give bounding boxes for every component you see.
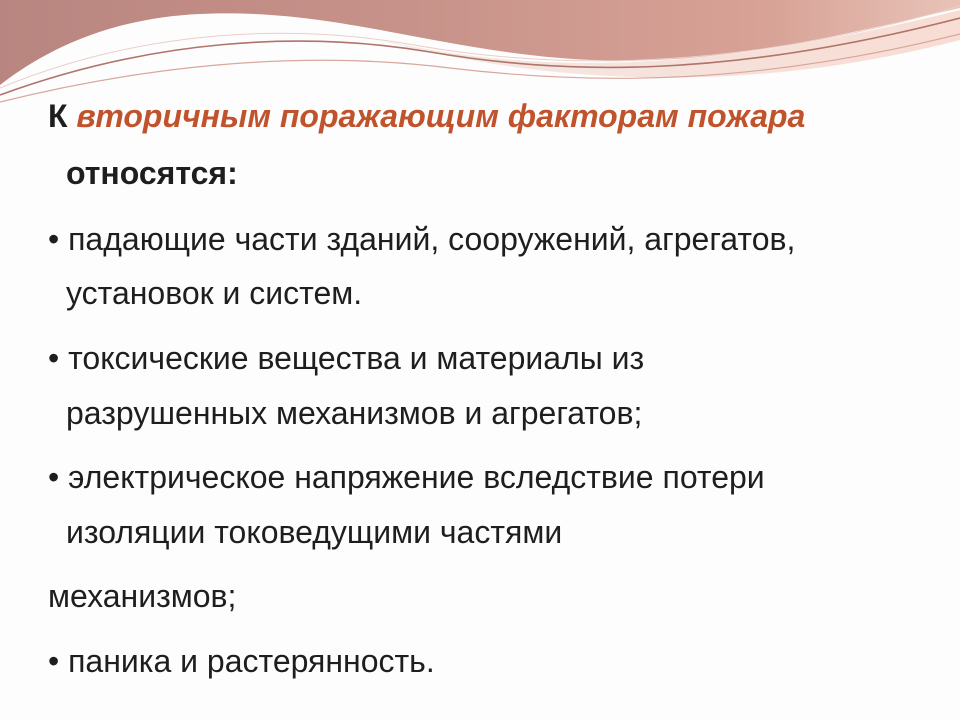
bullet-3-line-1: • электрическое напряжение вследствие потери (48, 459, 765, 495)
heading-line-2 (66, 153, 238, 193)
bullet-3-line-3: механизмов; (48, 578, 237, 614)
bullet-3-line-2: изоляции токоведущими частями (66, 514, 563, 550)
heading-highlight: вторичным поражающим факторам пожара (76, 98, 806, 134)
bullet-4-line-1: • паника и растерянность. (48, 643, 435, 679)
bullet-1-line-2: установок и систем. (66, 275, 363, 311)
bullet-2-line-1: • токсические вещества и материалы из (48, 340, 645, 376)
heading-line-1 (48, 96, 805, 136)
heading-tail: относятся: (66, 155, 238, 191)
heading-lead: К (48, 98, 68, 134)
bullet-2-line-2: разрушенных механизмов и агрегатов; (66, 395, 643, 431)
bullet-1-line-1: • падающие части зданий, сооружений, агрегатов, (48, 221, 796, 257)
